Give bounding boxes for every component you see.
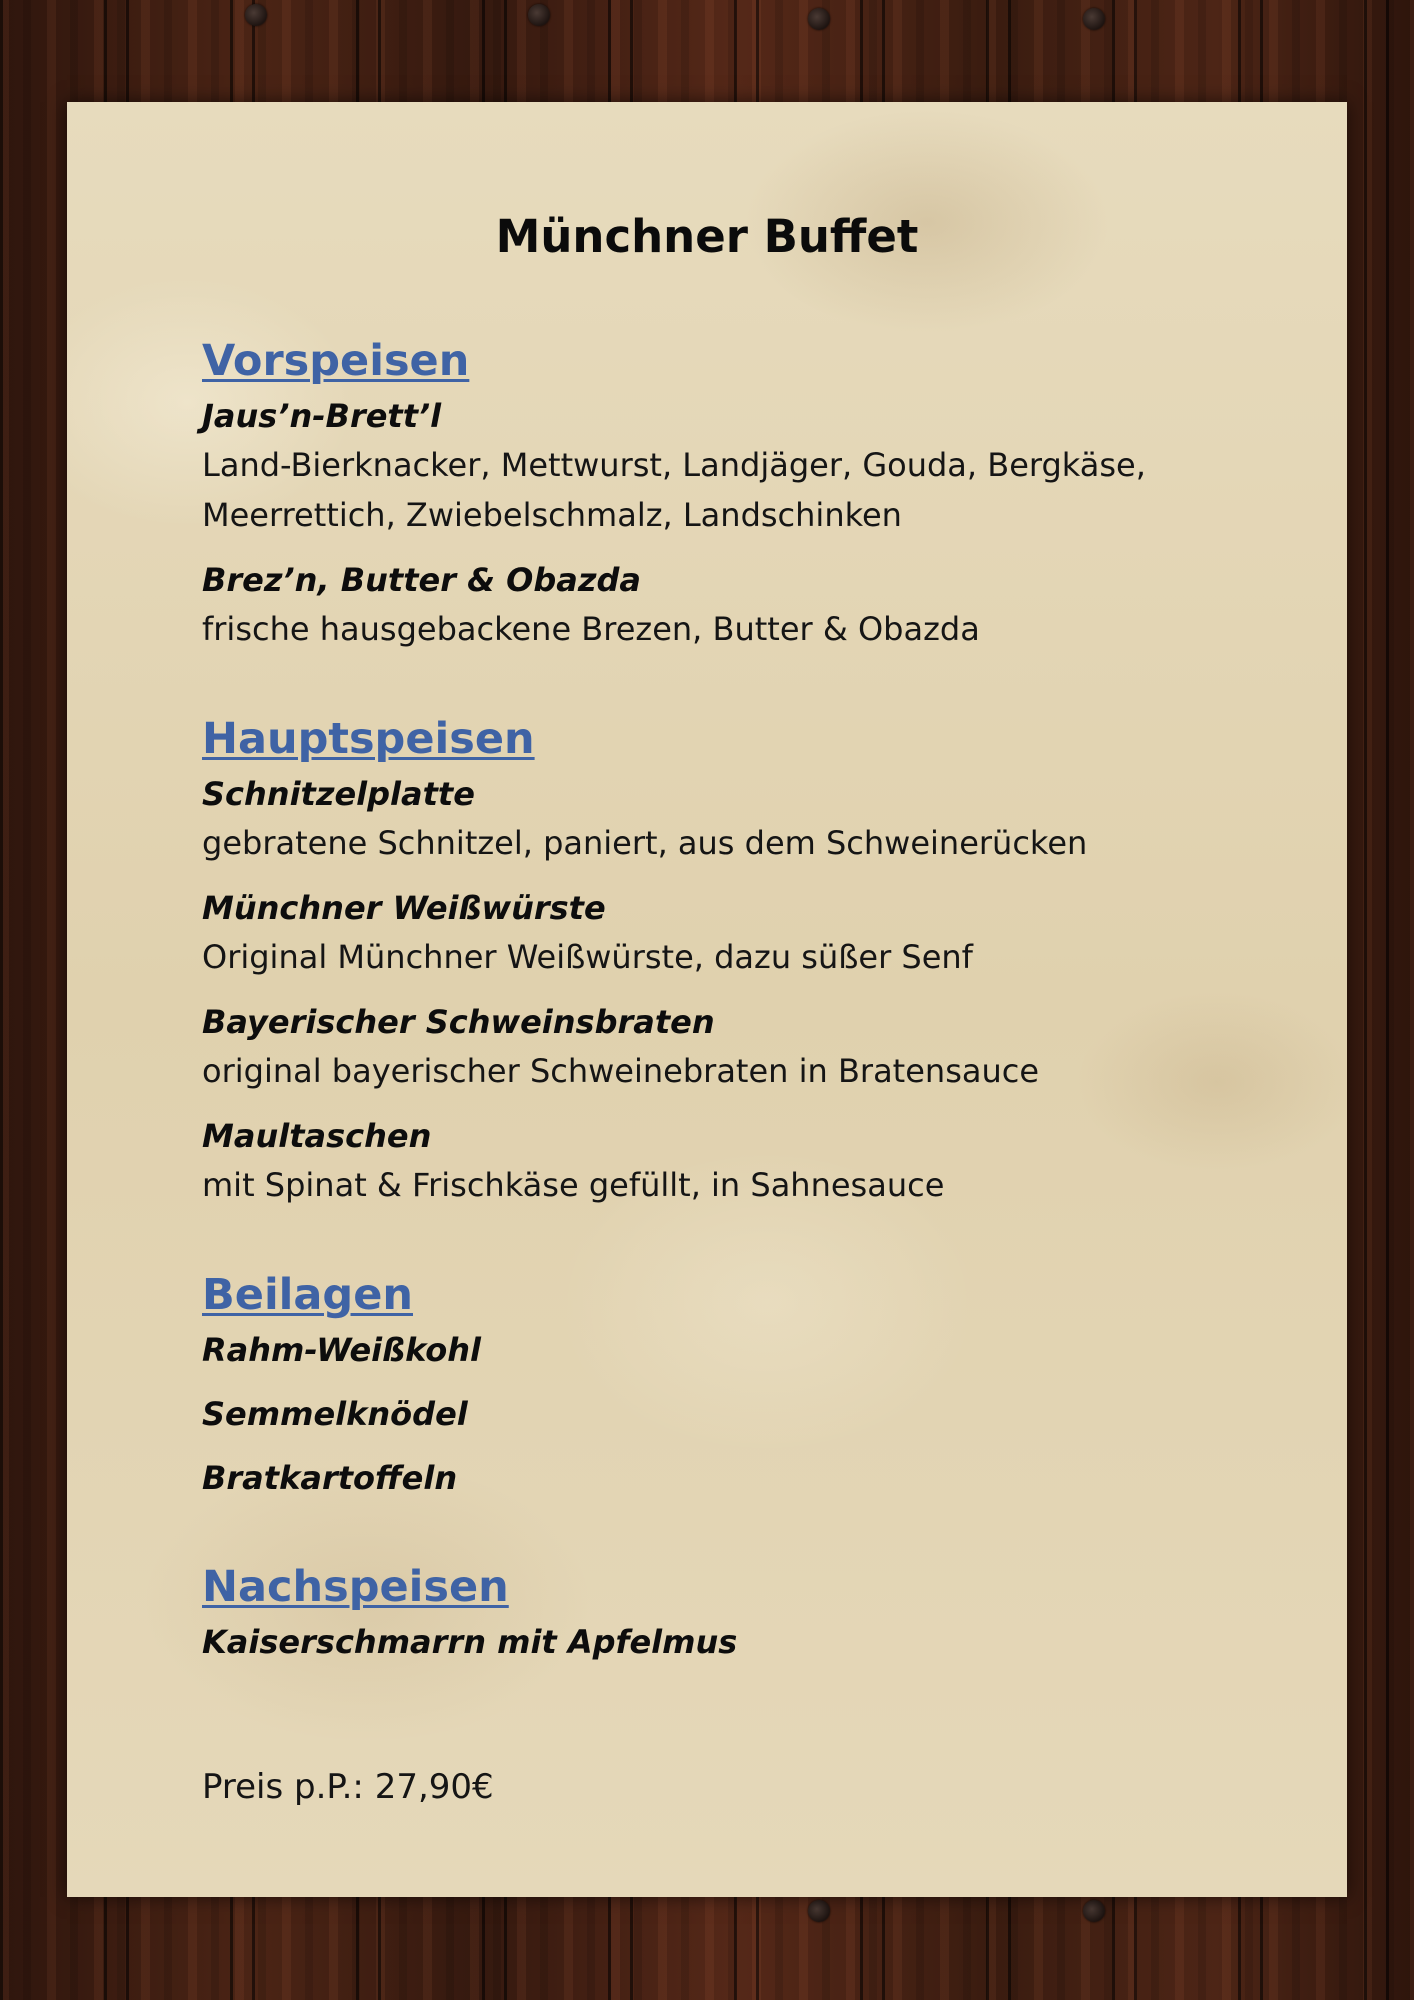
menu-item-description: Original Münchner Weißwürste, dazu süßer Senf — [202, 938, 973, 976]
menu-content — [202, 334, 1282, 1666]
section-hauptspeisen — [202, 712, 1282, 1210]
section-heading: Hauptspeisen — [202, 714, 535, 764]
menu-item-name: Bayerischer Schweinsbraten — [202, 1003, 715, 1041]
menu-item — [202, 770, 1282, 868]
section-heading: Nachspeisen — [202, 1562, 509, 1612]
section-heading: Vorspeisen — [202, 336, 470, 386]
menu-item-name: Brez’n, Butter & Obazda — [202, 561, 641, 599]
menu-item-name: Münchner Weißwürste — [202, 889, 606, 927]
menu-item-name: Bratkartoffeln — [202, 1459, 458, 1497]
nail-icon — [1083, 1900, 1105, 1922]
menu-item — [202, 1454, 1282, 1502]
nail-icon — [1083, 8, 1105, 30]
section-nachspeisen — [202, 1560, 1282, 1666]
menu-title: Münchner Buffet — [495, 210, 919, 263]
price-per-person: Preis p.P.: 27,90€ — [202, 1767, 494, 1807]
menu-item — [202, 392, 1282, 540]
menu-item — [202, 1326, 1282, 1374]
menu-item-description: Land-Bierknacker, Mettwurst, Landjäger, Gouda, Bergkäse, Meerrettich, Zwiebelschmalz, Landschinken — [202, 446, 1146, 534]
menu-item-description: mit Spinat & Frischkäse gefüllt, in Sahnesauce — [202, 1166, 945, 1204]
menu-item-name: Semmelknödel — [202, 1395, 468, 1433]
menu-item-description: frische hausgebackene Brezen, Butter & Obazda — [202, 610, 980, 648]
menu-item-name: Rahm-Weißkohl — [202, 1331, 482, 1369]
menu-item-description: original bayerischer Schweinebraten in Bratensauce — [202, 1052, 1040, 1090]
nail-icon — [808, 1900, 830, 1922]
menu-item — [202, 1618, 1282, 1666]
section-vorspeisen — [202, 334, 1282, 654]
menu-item — [202, 556, 1282, 654]
nail-icon — [528, 4, 550, 26]
section-heading: Beilagen — [202, 1270, 413, 1320]
nail-icon — [245, 4, 267, 26]
menu-item-description: gebratene Schnitzel, paniert, aus dem Schweinerücken — [202, 824, 1088, 862]
menu-item — [202, 1112, 1282, 1210]
menu-sheet — [67, 102, 1347, 1897]
section-beilagen — [202, 1268, 1282, 1502]
menu-item — [202, 1390, 1282, 1438]
menu-item-name: Kaiserschmarrn mit Apfelmus — [202, 1623, 738, 1661]
nail-icon — [808, 8, 830, 30]
menu-item — [202, 998, 1282, 1096]
menu-item — [202, 884, 1282, 982]
menu-item-name: Jaus’n-Brett’l — [202, 397, 442, 435]
menu-item-name: Maultaschen — [202, 1117, 432, 1155]
menu-item-name: Schnitzelplatte — [202, 775, 475, 813]
